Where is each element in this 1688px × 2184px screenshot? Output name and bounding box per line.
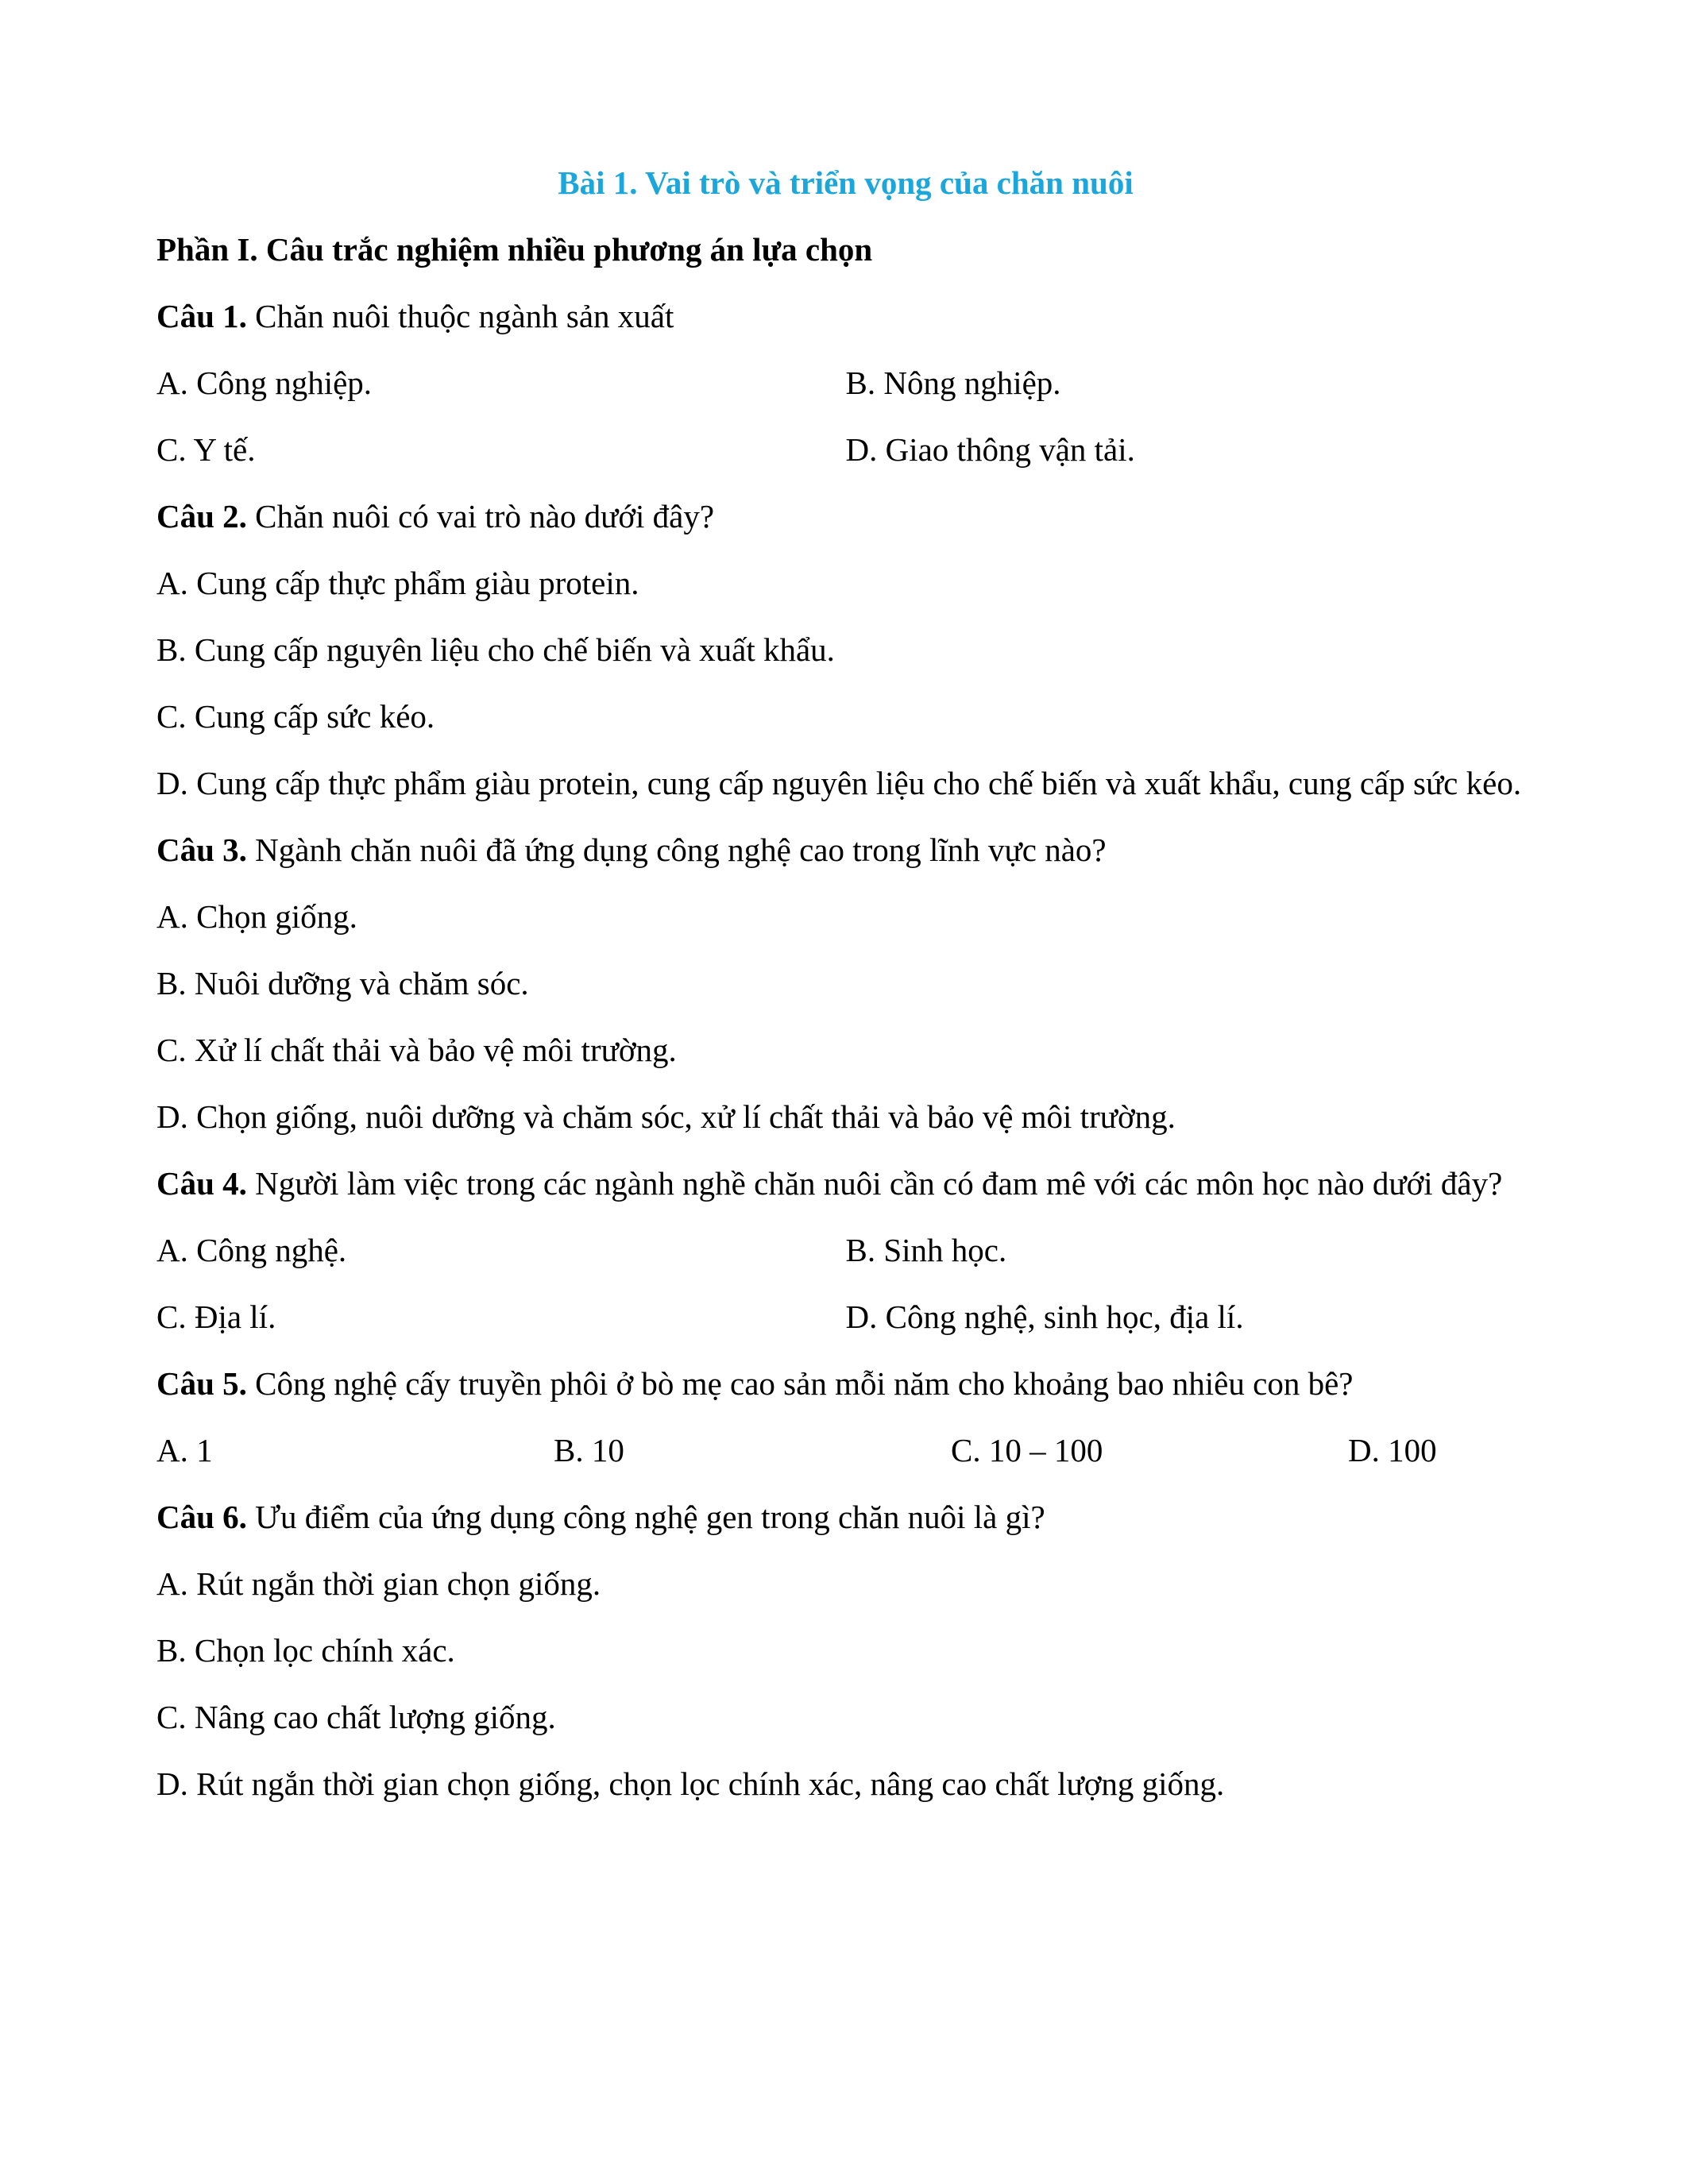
question-2-text: Chăn nuôi có vai trò nào dưới đây?	[246, 498, 715, 534]
question-3	[156, 816, 1535, 883]
question-4-option-d: D. Công nghệ, sinh học, địa lí.	[845, 1298, 1244, 1335]
question-2	[156, 483, 1535, 550]
question-6-option-a: A. Rút ngắn thời gian chọn giống.	[156, 1565, 601, 1602]
question-5-option-d: D. 100	[1348, 1432, 1437, 1468]
question-1-text: Chăn nuôi thuộc ngành sản xuất	[246, 298, 674, 334]
question-3-text: Ngành chăn nuôi đã ứng dụng công nghệ cao trong lĩnh vực nào?	[246, 832, 1107, 868]
section-heading: Phần I. Câu trắc nghiệm nhiều phương án lựa chọn	[156, 231, 873, 268]
question-3-option-c: C. Xử lí chất thải và bảo vệ môi trường.	[156, 1032, 677, 1068]
document-content	[156, 149, 1535, 1817]
question-2-option-d: D. Cung cấp thực phẩm giàu protein, cung cấp nguyên liệu cho chế biến và xuất khẩu, cung cấp sức kéo.	[156, 765, 1522, 801]
question-4-option-a: A. Công nghệ.	[156, 1232, 347, 1268]
question-3-option-b: B. Nuôi dưỡng và chăm sóc.	[156, 965, 529, 1001]
question-6-option-c: C. Nâng cao chất lượng giống.	[156, 1699, 556, 1735]
question-3-label: Câu 3.	[156, 832, 247, 868]
question-5-option-c: C. 10 – 100	[951, 1432, 1103, 1468]
question-4-options-row-2	[156, 1283, 1535, 1350]
question-6-option-d: D. Rút ngắn thời gian chọn giống, chọn lọc chính xác, nâng cao chất lượng giống.	[156, 1765, 1225, 1802]
question-2-option-b: B. Cung cấp nguyên liệu cho chế biến và xuất khẩu.	[156, 631, 835, 668]
question-5-label: Câu 5.	[156, 1365, 247, 1402]
lesson-title: Bài 1. Vai trò và triển vọng của chăn nuôi	[558, 164, 1134, 201]
question-5	[156, 1350, 1535, 1417]
question-6-text: Ưu điểm của ứng dụng công nghệ gen trong chăn nuôi là gì?	[246, 1499, 1045, 1535]
question-3-option-a: A. Chọn giống.	[156, 898, 357, 935]
question-6-option-b: B. Chọn lọc chính xác.	[156, 1632, 455, 1669]
question-5-options-row	[156, 1417, 1535, 1484]
question-5-text: Công nghệ cấy truyền phôi ở bò mẹ cao sản mỗi năm cho khoảng bao nhiêu con bê?	[246, 1365, 1354, 1402]
question-1	[156, 283, 1535, 349]
question-6	[156, 1484, 1535, 1550]
question-2-option-c: C. Cung cấp sức kéo.	[156, 698, 435, 735]
question-4-option-c: C. Địa lí.	[156, 1298, 276, 1335]
question-4-label: Câu 4.	[156, 1165, 247, 1202]
question-1-option-c: C. Y tế.	[156, 431, 256, 468]
question-1-option-b: B. Nông nghiệp.	[845, 365, 1061, 401]
question-1-option-d: D. Giao thông vận tải.	[845, 431, 1135, 468]
question-3-option-d: D. Chọn giống, nuôi dưỡng và chăm sóc, xử lí chất thải và bảo vệ môi trường.	[156, 1098, 1176, 1135]
question-5-option-b: B. 10	[554, 1432, 624, 1468]
question-2-option-a: A. Cung cấp thực phẩm giàu protein.	[156, 565, 639, 601]
question-4-option-b: B. Sinh học.	[845, 1232, 1007, 1268]
question-6-label: Câu 6.	[156, 1499, 247, 1535]
question-4-text: Người làm việc trong các ngành nghề chăn nuôi cần có đam mê với các môn học nào dưới đây?	[246, 1165, 1503, 1202]
question-4-options-row-1	[156, 1217, 1535, 1283]
question-2-label: Câu 2.	[156, 498, 247, 534]
question-1-options-row-2	[156, 416, 1535, 483]
question-4	[156, 1150, 1535, 1217]
question-5-option-a: A. 1	[156, 1432, 213, 1468]
question-1-label: Câu 1.	[156, 298, 247, 334]
question-1-options-row-1	[156, 349, 1535, 416]
question-1-option-a: A. Công nghiệp.	[156, 365, 373, 401]
